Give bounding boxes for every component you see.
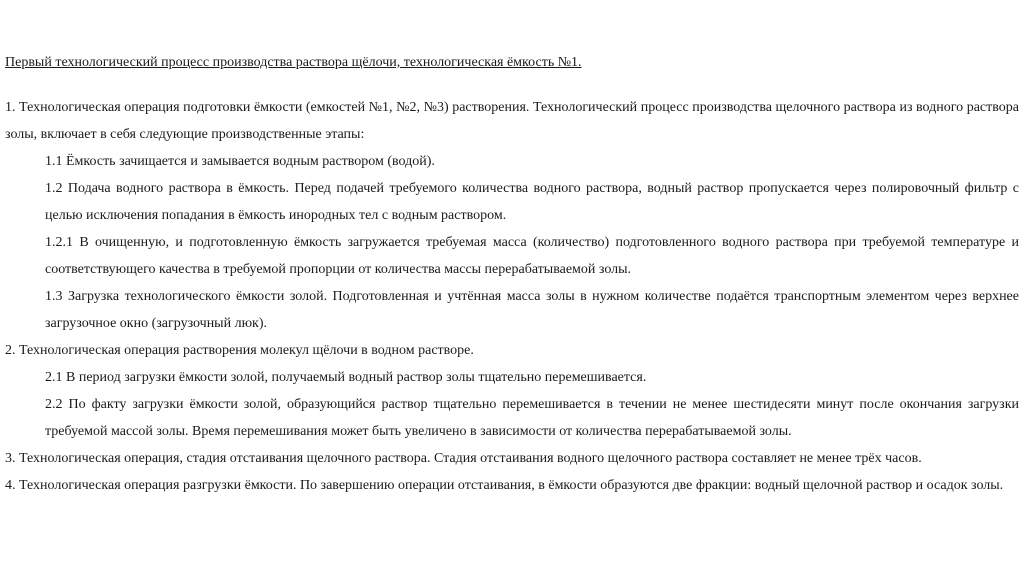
paragraph-1-2-1: 1.2.1 В очищенную, и подготовленную ёмкость загружается требуемая масса (количество) подготовленного водного раствора при требуемой температуре и соответствующего качества в требуемой пропорции от количества массы перерабатываемой золы. (45, 235, 1019, 277)
paragraph-2: 2. Технологическая операция растворения молекул щёлочи в водном растворе. (5, 343, 474, 358)
paragraph-2-1: 2.1 В период загрузки ёмкости золой, получаемый водный раствор золы тщательно перемешивается. (45, 370, 647, 385)
paragraph-4: 4. Технологическая операция разгрузки ёмкости. По завершению операции отстаивания, в ёмкости образуются две фракции: водный щелочной раствор и осадок золы. (5, 478, 1004, 493)
paragraph-3: 3. Технологическая операция, стадия отстаивания щелочного раствора. Стадия отстаивания водного щелочного раствора составляет не менее трёх часов. (5, 451, 922, 466)
document-heading: Первый технологический процесс производства раствора щёлочи, технологическая ёмкость №1. (5, 55, 582, 70)
document-body (5, 94, 1019, 499)
paragraph-1-1: 1.1 Ёмкость зачищается и замывается водным раствором (водой). (45, 154, 435, 169)
paragraph-2-2: 2.2 По факту загрузки ёмкости золой, образующийся раствор тщательно перемешивается в течении не менее шестидесяти минут после окончания загрузки требуемой массой золы. Время перемешивания может быть увеличено в зависимости от количества перерабатываемой золы. (45, 397, 1019, 439)
paragraph-1-2: 1.2 Подача водного раствора в ёмкость. Перед подачей требуемого количества водного раствора, водный раствор пропускается через полировочный фильтр с целью исключения попадания в ёмкость инородных тел с водным раствором. (45, 181, 1019, 223)
paragraph-1-3: 1.3 Загрузка технологического ёмкости золой. Подготовленная и учтённая масса золы в нужном количестве подаётся транспортным элементом через верхнее загрузочное окно (загрузочный люк). (45, 289, 1019, 331)
paragraph-1: 1. Технологическая операция подготовки ёмкости (емкостей №1, №2, №3) растворения. Технологический процесс производства щелочного раствора из водного раствора золы, включает в себя следующие производственные этапы: (5, 100, 1019, 142)
